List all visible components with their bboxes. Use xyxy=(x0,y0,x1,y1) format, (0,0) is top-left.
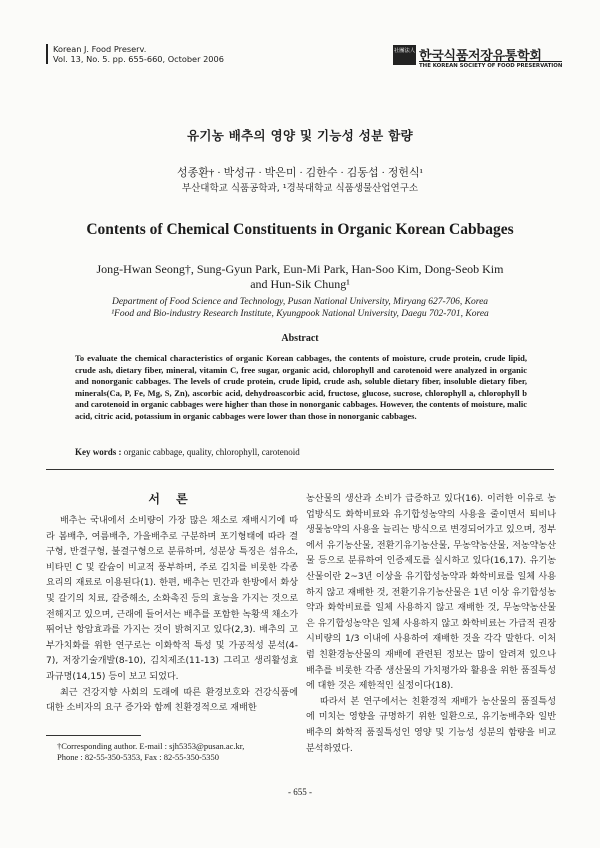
intro-paragraph-2: 최근 건강지향 사회의 도래에 따른 환경보호와 건강식품에 대한 소비자의 요구 증가와 함께 친환경적으로 재배한 xyxy=(46,687,298,714)
journal-volume: Vol. 13, No. 5. pp. 655-660, October 2006 xyxy=(53,54,224,64)
page-number: - 655 - xyxy=(288,787,312,797)
keywords-text: organic cabbage, quality, chlorophyll, carotenoid xyxy=(123,447,300,457)
english-authors-line2: and Hun-Sik Chung¹ xyxy=(250,277,350,291)
english-affiliation xyxy=(70,296,530,320)
footnote-phone: Phone : 82-55-350-5353, Fax : 82-55-350-5350 xyxy=(57,752,219,762)
society-logo: 社團法人 xyxy=(393,45,416,65)
abstract-heading: Abstract xyxy=(281,333,319,344)
section-divider xyxy=(46,469,554,470)
english-title: Contents of Chemical Constituents in Organic Korean Cabbages xyxy=(86,221,514,238)
society-name-english: THE KOREAN SOCIETY OF FOOD PRESERVATION xyxy=(419,63,563,69)
corresponding-author-footnote xyxy=(57,741,307,763)
english-affiliation-line2: ¹Food and Bio-industry Research Institute, Kyungpook National University, Daegu 702-701, Korea xyxy=(111,309,489,319)
footnote-email: †Corresponding author. E-mail : sjh5353@pusan.ac.kr, xyxy=(57,741,245,751)
korean-title: 유기농 배추의 영양 및 기능성 성분 함량 xyxy=(187,128,413,143)
keywords-label: Key words : xyxy=(75,447,122,457)
english-affiliation-line1: Department of Food Science and Technology, Pusan National University, Miryang 627-706, Korea xyxy=(111,297,489,307)
intro-paragraph-4: 따라서 본 연구에서는 친환경적 재배가 농산물의 품질특성에 미치는 영향을 규명하기 위한 일환으로, 유기농배추와 일반배추의 화학적 품질특성인 영양 및 기능성 성분의 함량을 비교분석하였다. xyxy=(306,696,556,754)
keywords xyxy=(75,447,527,457)
korean-authors: 성종환† · 박성규 · 박은미 · 김한수 · 김동섭 · 정헌식¹ xyxy=(177,167,423,179)
footnote-divider xyxy=(46,735,141,736)
abstract-body: To evaluate the chemical characteristics of organic Korean cabbages, the contents of moisture, crude protein, crude lipid, crude ash, dietary fiber, mineral, vitamin C, free sugar, organic acid, chlorophyll and carotenoid were analyzed in organic and nonorganic cabbages. The levels of crude protein, crude lipid, crude ash, soluble dietary fiber, insoluble dietary fiber, minerals(Ca, P, Fe, Mg, S, Zn), ascorbic acid, dehydroascorbic acid, fructose, glucose, sucrose, chlorophyll a, chlorophyll b and carotenoid in organic cabbages were higher than those in nonorganic cabbages. However, the contents of moisture, malic acid, citric acid, potassium in organic cabbages were lower than those in nonorganic cabbages. xyxy=(75,353,527,421)
english-authors-line1: Jong-Hwan Seong†, Sung-Gyun Park, Eun-Mi Park, Han-Soo Kim, Dong-Seob Kim xyxy=(96,262,504,276)
introduction-heading: 서 론 xyxy=(148,492,194,506)
korean-affiliation: 부산대학교 식품공학과, ¹경북대학교 식품생물산업연구소 xyxy=(181,183,419,194)
english-authors xyxy=(70,262,530,292)
society-name-korean: 한국식품저장유통학회 xyxy=(419,49,542,64)
intro-paragraph-1: 배추는 국내에서 소비량이 가장 많은 채소로 재배시기에 따라 봄배추, 여름배추, 가을배추로 구분하며 포기형태에 따라 결구형, 반결구형, 불결구형으로 분류하며, 성분상 특징은 섬유소, 비타민 C 및 칼슘이 비교적 풍부하며, 주로 김치를 비롯한 각종 요리의 재료로 이용된다(1). 한편, 배추는 민간과 한방에서 화상 및 갈기의 치료, 갈증해소, 소화촉진 등의 효능을 가지는 것으로 전해지고 있으며, 근래에 들어서는 배추를 포함한 녹황색 채소가 뛰어난 항암효과를 가지는 것이 밝혀지고 있다(2,3). 배추의 고부가치화를 위한 연구로는 이화학적 특성 및 가공적성 분석(4-7), 저장기술개발(8-10), 김치제조(11-13) 그리고 생리활성효과규명(14,15) 등이 보고 되었다. xyxy=(46,516,298,682)
journal-name: Korean J. Food Preserv. xyxy=(53,44,147,54)
journal-citation xyxy=(46,44,224,64)
intro-paragraph-3: 농산물의 생산과 소비가 급증하고 있다(16). 이러한 이유로 농업방식도 화학비료와 유기합성농약의 사용을 줄이면서 퇴비나 생물농약의 사용을 늘리는 방식으로 변경되어가고 있으며, 정부에서 유기농산물, 전환기유기농산물, 무농약농산물, 저농약농산물 등으로 분류하여 인증제도를 실시하고 있다(16,17). 유기농산물이란 2~3년 이상을 유기합성농약과 화학비료를 일체 사용하지 않고 재배한 것, 전환기유기농산물은 1년 이상 유기합성농약과 화학비료를 일체 사용하지 않고 재배한 것, 무농약농산물은 유기합성농약은 일체 사용하지 않고 화학비료는 가급적 권장 시비량의 1/3 이내에 사용하여 재배한 것을 각각 말한다. 이처럼 친환경농산물의 재배에 관련된 정보는 많이 알려져 있으나 배추를 비롯한 각종 생산물의 가치평가와 활용을 위한 품질특성에 대한 것은 제한적인 실정이다(18). xyxy=(306,494,556,692)
right-column xyxy=(306,492,556,757)
left-column xyxy=(46,514,298,717)
